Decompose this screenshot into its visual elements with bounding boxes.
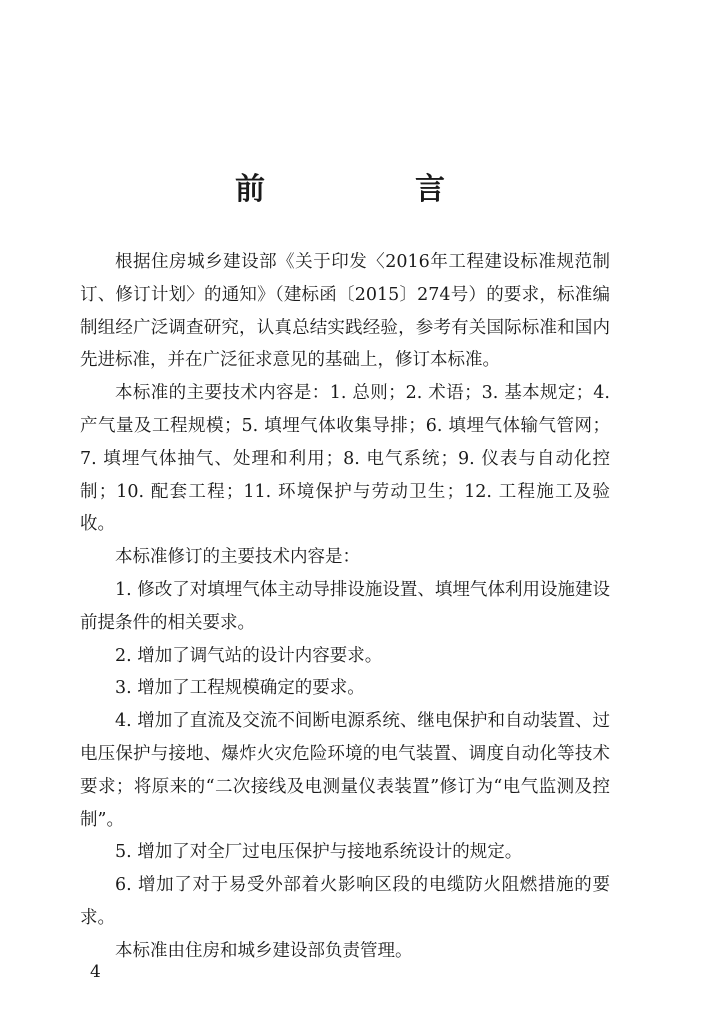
paragraph-revision-item-4: 4. 增加了直流及交流不间断电源系统、继电保护和自动装置、过电压保护与接地、爆炸火灾危险环境的电气装置、调度自动化等技术要求；将原来的“二次接线及电测量仪表装置”修订为“电气监测及控制”。 (80, 711, 610, 830)
paragraph-management: 本标准由住房和城乡建设部负责管理。 (115, 940, 413, 961)
page-title: 前 言 (235, 172, 505, 207)
paragraph-revision-item-5: 5. 增加了对全厂过电压保护与接地系统设计的规定。 (115, 842, 523, 863)
paragraph-revision-item-1: 1. 修改了对填埋气体主动导排设施设置、填埋气体利用设施建设前提条件的相关要求。 (80, 579, 610, 633)
paragraph-revision-item-6: 6. 增加了对于易受外部着火影响区段的电缆防火阻燃措施的要求。 (80, 875, 610, 928)
page-number: 4 (90, 962, 101, 982)
paragraph-intro: 根据住房城乡建设部《关于印发〈2016年工程建设标准规范制订、修订计划〉的通知》（建标函〔2015〕274号）的要求，标准编制组经广泛调查研究，认真总结实践经验，参考有关国际标准和国内先进标准，并在广泛征求意见的基础上，修订本标准。 (80, 252, 610, 371)
paragraph-revision-heading: 本标准修订的主要技术内容是： (115, 547, 360, 568)
paragraph-revision-item-2: 2. 增加了调气站的设计内容要求。 (115, 645, 383, 666)
paragraph-main-content: 本标准的主要技术内容是：1. 总则；2. 术语；3. 基本规定；4. 产气量及工程规模；5. 填埋气体收集导排；6. 填埋气体输气管网；7. 填埋气体抽气、处理和利用；8. 电气系统；9. 仪表与自动化控制；10. 配套工程；11. 环境保护与劳动卫生；12. 工程施工及验收。 (80, 383, 610, 535)
body-text (80, 246, 610, 968)
paragraph-revision-item-3: 3. 增加了工程规模确定的要求。 (115, 678, 365, 699)
